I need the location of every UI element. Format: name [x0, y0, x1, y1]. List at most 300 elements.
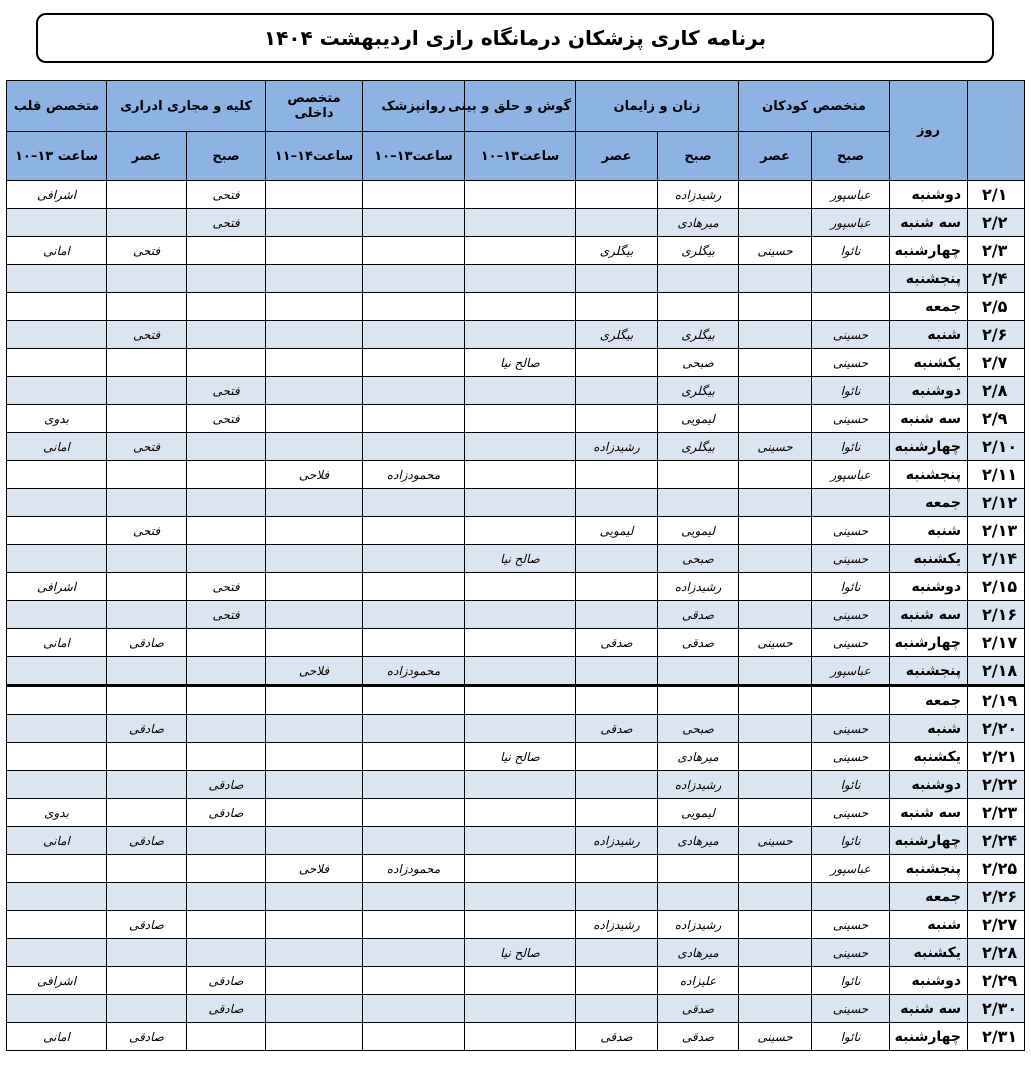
row-ob-m [658, 265, 739, 293]
row-ob-e [576, 405, 658, 433]
row-ped-e [739, 855, 812, 883]
row-uro-e [107, 743, 187, 771]
row-cardio [7, 489, 107, 517]
row-psych [363, 237, 465, 265]
row-uro-e [107, 293, 187, 321]
row-cardio [7, 883, 107, 911]
row-uro-m [187, 715, 266, 743]
row-ped-m: حسینی [812, 743, 890, 771]
row-ped-e [739, 321, 812, 349]
header-pediatric: متخصص کودکان [739, 81, 890, 132]
row-day: دوشنبه [890, 377, 968, 405]
row-internal: فلاحی [266, 461, 363, 489]
row-psych [363, 601, 465, 629]
table-row [7, 827, 1025, 855]
header-ped-morning: صبح [812, 132, 890, 181]
row-day: چهارشنبه [890, 827, 968, 855]
row-ob-m [658, 855, 739, 883]
row-day: پنجشنبه [890, 461, 968, 489]
row-internal [266, 939, 363, 967]
row-ped-m: حسینی [812, 601, 890, 629]
row-date: ۲/۱۷ [968, 629, 1025, 657]
row-uro-m [187, 321, 266, 349]
header-row-2 [7, 132, 1025, 181]
row-date: ۲/۲۹ [968, 967, 1025, 995]
row-internal [266, 629, 363, 657]
row-ent [465, 855, 576, 883]
table-row [7, 377, 1025, 405]
row-date: ۲/۲۲ [968, 771, 1025, 799]
row-uro-m [187, 939, 266, 967]
row-date: ۲/۳ [968, 237, 1025, 265]
row-cardio [7, 771, 107, 799]
row-ent [465, 629, 576, 657]
row-ped-e: حسینی [739, 827, 812, 855]
table-row [7, 433, 1025, 461]
row-ob-e [576, 995, 658, 1023]
row-ob-e [576, 489, 658, 517]
header-ob-evening: عصر [576, 132, 658, 181]
row-date: ۲/۸ [968, 377, 1025, 405]
row-internal [266, 293, 363, 321]
row-ent [465, 1023, 576, 1051]
row-day: دوشنبه [890, 573, 968, 601]
row-psych [363, 883, 465, 911]
table-row [7, 743, 1025, 771]
row-ped-m [812, 293, 890, 321]
row-psych [363, 911, 465, 939]
row-psych [363, 967, 465, 995]
row-uro-e: صادقی [107, 715, 187, 743]
row-psych [363, 265, 465, 293]
header-internal: متخصص داخلی [266, 81, 363, 132]
row-cardio: امانی [7, 629, 107, 657]
row-ob-m: لیمویی [658, 405, 739, 433]
row-ob-e [576, 293, 658, 321]
row-date: ۲/۹ [968, 405, 1025, 433]
row-date: ۲/۲ [968, 209, 1025, 237]
row-ped-m: حسینی [812, 939, 890, 967]
row-psych [363, 995, 465, 1023]
row-day: سه شنبه [890, 601, 968, 629]
table-row [7, 686, 1025, 715]
row-uro-e [107, 349, 187, 377]
row-ped-m: حسینی [812, 911, 890, 939]
table-row [7, 1023, 1025, 1051]
row-date: ۲/۲۷ [968, 911, 1025, 939]
row-internal [266, 321, 363, 349]
schedule-table [6, 80, 1025, 1051]
row-uro-e [107, 686, 187, 715]
page-title: برنامه کاری پزشکان درمانگاه رازی اردیبهشت ۱۴۰۴ [36, 13, 994, 63]
row-uro-m [187, 883, 266, 911]
row-ent [465, 181, 576, 209]
table-row [7, 771, 1025, 799]
row-ped-e [739, 405, 812, 433]
row-day: چهارشنبه [890, 1023, 968, 1051]
row-uro-e [107, 967, 187, 995]
row-date: ۲/۱۴ [968, 545, 1025, 573]
row-uro-m: صادقی [187, 995, 266, 1023]
row-ob-m: میرهادی [658, 743, 739, 771]
row-ob-m: صبحی [658, 715, 739, 743]
row-uro-m [187, 265, 266, 293]
row-ped-e [739, 293, 812, 321]
row-cardio [7, 715, 107, 743]
row-internal [266, 377, 363, 405]
row-ent [465, 686, 576, 715]
row-ob-e [576, 545, 658, 573]
row-uro-e [107, 601, 187, 629]
row-ent [465, 265, 576, 293]
row-psych [363, 629, 465, 657]
row-internal [266, 209, 363, 237]
row-uro-e [107, 855, 187, 883]
row-ped-e [739, 967, 812, 995]
row-uro-e [107, 545, 187, 573]
row-day: دوشنبه [890, 181, 968, 209]
header-date [968, 81, 1025, 181]
row-uro-m: فتحی [187, 573, 266, 601]
row-internal [266, 686, 363, 715]
header-internal-hours: ساعت۱۴–۱۱ [266, 132, 363, 181]
row-psych [363, 349, 465, 377]
row-date: ۲/۷ [968, 349, 1025, 377]
row-psych: محمودزاده [363, 855, 465, 883]
row-internal [266, 489, 363, 517]
row-cardio [7, 657, 107, 686]
row-uro-m [187, 1023, 266, 1051]
row-psych [363, 489, 465, 517]
row-ped-m: حسینی [812, 545, 890, 573]
table-row [7, 911, 1025, 939]
row-internal: فلاحی [266, 657, 363, 686]
row-cardio: بدوی [7, 799, 107, 827]
row-cardio [7, 601, 107, 629]
row-ped-m: عباسپور [812, 657, 890, 686]
row-day: دوشنبه [890, 771, 968, 799]
row-psych [363, 799, 465, 827]
row-uro-m [187, 629, 266, 657]
row-uro-m [187, 517, 266, 545]
header-ped-evening: عصر [739, 132, 812, 181]
row-ob-m: رشیدزاده [658, 911, 739, 939]
row-ent [465, 967, 576, 995]
row-ob-m: بیگلری [658, 377, 739, 405]
row-ob-m: علیزاده [658, 967, 739, 995]
row-ped-m: نائوا [812, 827, 890, 855]
row-psych [363, 715, 465, 743]
row-uro-m [187, 461, 266, 489]
row-ob-e: صدقی [576, 715, 658, 743]
row-ob-e [576, 657, 658, 686]
table-row [7, 489, 1025, 517]
row-ped-m: حسینی [812, 349, 890, 377]
row-psych [363, 1023, 465, 1051]
row-ob-m [658, 883, 739, 911]
row-day: دوشنبه [890, 967, 968, 995]
row-ob-e: بیگلری [576, 237, 658, 265]
row-uro-e [107, 405, 187, 433]
row-ent [465, 799, 576, 827]
row-ob-m: صدقی [658, 1023, 739, 1051]
row-ob-m: میرهادی [658, 827, 739, 855]
row-ent [465, 293, 576, 321]
row-uro-e: صادقی [107, 827, 187, 855]
row-ped-e: حسینی [739, 629, 812, 657]
row-ped-e [739, 601, 812, 629]
row-internal [266, 799, 363, 827]
row-date: ۲/۲۰ [968, 715, 1025, 743]
row-uro-m [187, 686, 266, 715]
row-uro-e: فتحی [107, 321, 187, 349]
header-row-1 [7, 81, 1025, 132]
row-uro-m [187, 293, 266, 321]
row-ob-e [576, 181, 658, 209]
row-date: ۲/۲۵ [968, 855, 1025, 883]
row-uro-m: فتحی [187, 181, 266, 209]
row-ped-m: عباسپور [812, 209, 890, 237]
row-ob-e [576, 799, 658, 827]
row-cardio [7, 686, 107, 715]
row-day: سه شنبه [890, 995, 968, 1023]
row-ped-m: حسینی [812, 995, 890, 1023]
row-uro-m [187, 657, 266, 686]
row-ob-m: بیگلری [658, 237, 739, 265]
row-cardio [7, 911, 107, 939]
row-ent [465, 321, 576, 349]
row-ob-m: میرهادی [658, 939, 739, 967]
row-date: ۲/۱۵ [968, 573, 1025, 601]
row-ped-m: حسینی [812, 629, 890, 657]
row-uro-m [187, 743, 266, 771]
row-psych [363, 209, 465, 237]
row-uro-m: صادقی [187, 771, 266, 799]
row-ent [465, 489, 576, 517]
row-ped-e [739, 715, 812, 743]
row-cardio [7, 461, 107, 489]
row-ob-m: رشیدزاده [658, 771, 739, 799]
row-internal [266, 573, 363, 601]
row-uro-m: فتحی [187, 377, 266, 405]
header-ob-morning: صبح [658, 132, 739, 181]
row-psych [363, 545, 465, 573]
row-ent [465, 377, 576, 405]
row-ped-e [739, 799, 812, 827]
row-ent [465, 517, 576, 545]
row-internal [266, 1023, 363, 1051]
row-psych [363, 827, 465, 855]
row-cardio [7, 939, 107, 967]
row-ped-m [812, 265, 890, 293]
row-ped-m: نائوا [812, 573, 890, 601]
row-uro-m: فتحی [187, 601, 266, 629]
row-ped-m: عباسپور [812, 181, 890, 209]
row-ob-e: رشیدزاده [576, 911, 658, 939]
row-ped-m: عباسپور [812, 855, 890, 883]
row-ped-e [739, 573, 812, 601]
row-date: ۲/۲۱ [968, 743, 1025, 771]
header-uro-evening: عصر [107, 132, 187, 181]
row-internal [266, 181, 363, 209]
row-cardio: اشرافی [7, 573, 107, 601]
row-ob-e [576, 743, 658, 771]
row-uro-e [107, 995, 187, 1023]
row-ob-m: صبحی [658, 349, 739, 377]
row-ped-e [739, 517, 812, 545]
row-ob-e [576, 686, 658, 715]
row-date: ۲/۳۰ [968, 995, 1025, 1023]
table-row [7, 883, 1025, 911]
row-ped-e: حسینی [739, 1023, 812, 1051]
row-psych [363, 321, 465, 349]
row-uro-e [107, 181, 187, 209]
row-uro-e: فتحی [107, 517, 187, 545]
row-day: یکشنبه [890, 545, 968, 573]
row-ent [465, 911, 576, 939]
row-ob-m: میرهادی [658, 209, 739, 237]
row-cardio [7, 349, 107, 377]
row-ent [465, 209, 576, 237]
header-ent-hours: ساعت۱۳–۱۰ [465, 132, 576, 181]
row-psych: محمودزاده [363, 657, 465, 686]
row-ent [465, 433, 576, 461]
row-uro-e [107, 799, 187, 827]
row-day: چهارشنبه [890, 237, 968, 265]
table-row [7, 573, 1025, 601]
row-uro-e [107, 265, 187, 293]
row-ob-m [658, 686, 739, 715]
row-internal [266, 771, 363, 799]
row-uro-m [187, 433, 266, 461]
row-ped-e [739, 939, 812, 967]
row-cardio [7, 377, 107, 405]
row-day: جمعه [890, 293, 968, 321]
row-cardio: امانی [7, 1023, 107, 1051]
row-ped-m: نائوا [812, 967, 890, 995]
row-cardio: امانی [7, 827, 107, 855]
table-row [7, 995, 1025, 1023]
row-ob-e: صدقی [576, 1023, 658, 1051]
row-psych [363, 181, 465, 209]
row-cardio [7, 545, 107, 573]
row-date: ۲/۶ [968, 321, 1025, 349]
row-day: سه شنبه [890, 405, 968, 433]
row-cardio [7, 855, 107, 883]
row-internal: فلاحی [266, 855, 363, 883]
row-uro-e: صادقی [107, 911, 187, 939]
row-ped-e [739, 883, 812, 911]
header-ent: گوش و حلق و بینی [465, 81, 576, 132]
row-ped-e [739, 349, 812, 377]
row-ent [465, 771, 576, 799]
row-date: ۲/۵ [968, 293, 1025, 321]
row-ob-e: لیمویی [576, 517, 658, 545]
row-uro-e [107, 461, 187, 489]
row-cardio: اشرافی [7, 967, 107, 995]
header-urology: کلیه و مجاری ادراری [107, 81, 266, 132]
table-row [7, 657, 1025, 686]
header-psych-hours: ساعت۱۳–۱۰ [363, 132, 465, 181]
table-row [7, 461, 1025, 489]
header-cardio: متخصص قلب [7, 81, 107, 132]
row-day: سه شنبه [890, 799, 968, 827]
row-uro-m [187, 489, 266, 517]
table-row [7, 265, 1025, 293]
row-ped-m [812, 883, 890, 911]
row-ob-m [658, 293, 739, 321]
row-uro-e: فتحی [107, 237, 187, 265]
table-row [7, 939, 1025, 967]
row-uro-e [107, 657, 187, 686]
row-date: ۲/۱۱ [968, 461, 1025, 489]
row-day: جمعه [890, 883, 968, 911]
row-ped-m: حسینی [812, 517, 890, 545]
table-row [7, 209, 1025, 237]
row-date: ۲/۱۸ [968, 657, 1025, 686]
row-date: ۲/۲۳ [968, 799, 1025, 827]
row-internal [266, 715, 363, 743]
row-ob-m: صدقی [658, 995, 739, 1023]
row-date: ۲/۱ [968, 181, 1025, 209]
row-internal [266, 517, 363, 545]
row-cardio [7, 517, 107, 545]
row-ob-m: صبحی [658, 545, 739, 573]
row-ob-m: رشیدزاده [658, 181, 739, 209]
table-row [7, 715, 1025, 743]
row-ob-e: صدقی [576, 629, 658, 657]
table-row [7, 799, 1025, 827]
row-psych [363, 771, 465, 799]
row-date: ۲/۱۲ [968, 489, 1025, 517]
row-internal [266, 545, 363, 573]
row-ped-m: نائوا [812, 433, 890, 461]
row-date: ۲/۲۸ [968, 939, 1025, 967]
row-psych [363, 433, 465, 461]
row-ent [465, 995, 576, 1023]
row-ped-m [812, 489, 890, 517]
row-ent [465, 601, 576, 629]
row-day: چهارشنبه [890, 433, 968, 461]
row-ob-e: رشیدزاده [576, 827, 658, 855]
table-row [7, 321, 1025, 349]
row-internal [266, 911, 363, 939]
row-internal [266, 995, 363, 1023]
table-row [7, 237, 1025, 265]
row-ent [465, 883, 576, 911]
row-internal [266, 433, 363, 461]
row-internal [266, 405, 363, 433]
row-ent [465, 657, 576, 686]
row-cardio: امانی [7, 433, 107, 461]
row-uro-e [107, 771, 187, 799]
table-row [7, 293, 1025, 321]
row-day: یکشنبه [890, 349, 968, 377]
table-row [7, 855, 1025, 883]
table-row [7, 967, 1025, 995]
row-ped-e [739, 743, 812, 771]
row-day: شنبه [890, 911, 968, 939]
row-uro-e: صادقی [107, 629, 187, 657]
row-ob-e [576, 939, 658, 967]
row-ped-e [739, 377, 812, 405]
row-uro-e: فتحی [107, 433, 187, 461]
row-internal [266, 601, 363, 629]
row-internal [266, 827, 363, 855]
row-uro-m [187, 349, 266, 377]
row-uro-e [107, 573, 187, 601]
row-ped-m: حسینی [812, 799, 890, 827]
